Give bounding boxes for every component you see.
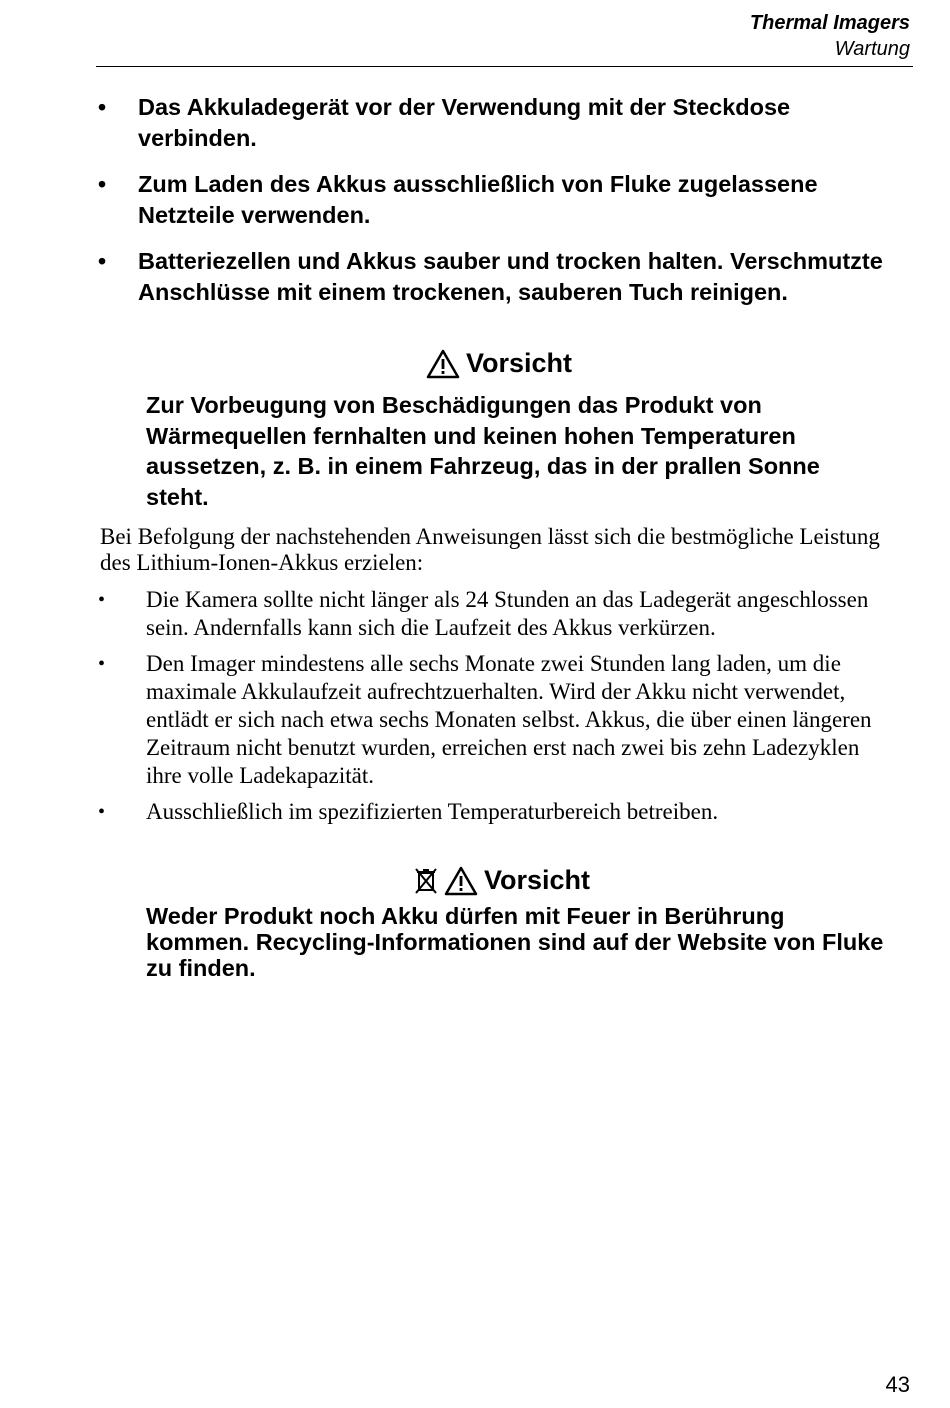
header-section: Wartung [834, 38, 910, 60]
caution-heading-text: Vorsicht [466, 348, 573, 378]
header-rule [96, 66, 913, 67]
list-item-text: Den Imager mindestens alle sechs Monate zwei Stunden lang laden, um die maximale Akkulaufzeit aufrechtzuerhalten. Wird der Akku nicht verwendet, entlädt er sich nach etwa sechs Monaten selbst. Akkus, die über einen längeren Zeitraum nicht benutzt wurden, erreichen erst nach zwei bis zehn Ladezyklen ihre volle Ladekapazität. [146, 651, 872, 788]
list-item [96, 798, 886, 826]
caution-heading [426, 348, 572, 379]
serif-bullet-list [96, 586, 896, 834]
bullet-icon: • [98, 171, 107, 197]
header-title: Thermal Imagers [749, 12, 910, 34]
bullet-icon: • [98, 589, 106, 611]
list-item [96, 650, 886, 790]
list-item-text: Die Kamera sollte nicht länger als 24 Stunden an das Ladegerät angeschlossen sein. Andernfalls kann sich die Laufzeit des Akkus verkürzen. [146, 587, 869, 640]
running-header [750, 10, 910, 62]
bullet-icon: • [98, 801, 106, 823]
warning-triangle-icon [444, 866, 478, 896]
bullet-icon: • [98, 248, 107, 274]
list-item-text: Ausschließlich im spezifizierten Temperaturbereich betreiben. [146, 799, 719, 824]
list-item [96, 169, 896, 231]
caution-heading-text: Vorsicht [484, 865, 591, 895]
list-item [96, 586, 886, 642]
page-number: 43 [885, 1372, 910, 1397]
caution-text: Zur Vorbeugung von Beschädigungen das Produkt von Wärmequellen fernhalten und keinen hohen Temperaturen aussetzen, z. B. in einem Fahrzeug, das in der prallen Sonne steht. [146, 392, 820, 510]
bullet-icon: • [98, 653, 106, 675]
bold-bullet-list [96, 92, 896, 323]
list-item [96, 92, 896, 154]
list-item-text: Zum Laden des Akkus ausschließlich von Fluke zugelassene Netzteile verwenden. [138, 171, 818, 228]
caution-heading [414, 865, 590, 896]
crossed-bin-icon [414, 867, 438, 895]
bullet-icon: • [98, 94, 107, 120]
warning-triangle-icon [426, 349, 460, 379]
intro-paragraph: Bei Befolgung der nachstehenden Anweisungen lässt sich die bestmögliche Leistung des Lithium-Ionen-Akkus erzielen: [100, 524, 880, 575]
list-item-text: Das Akkuladegerät vor der Verwendung mit der Steckdose verbinden. [138, 94, 791, 151]
list-item-text: Batteriezellen und Akkus sauber und trocken halten. Verschmutzte Anschlüsse mit einem trockenen, sauberen Tuch reinigen. [138, 248, 883, 305]
list-item [96, 246, 896, 308]
caution-text: Weder Produkt noch Akku dürfen mit Feuer in Berührung kommen. Recycling-Informationen sind auf der Website von Fluke zu finden. [146, 903, 884, 981]
